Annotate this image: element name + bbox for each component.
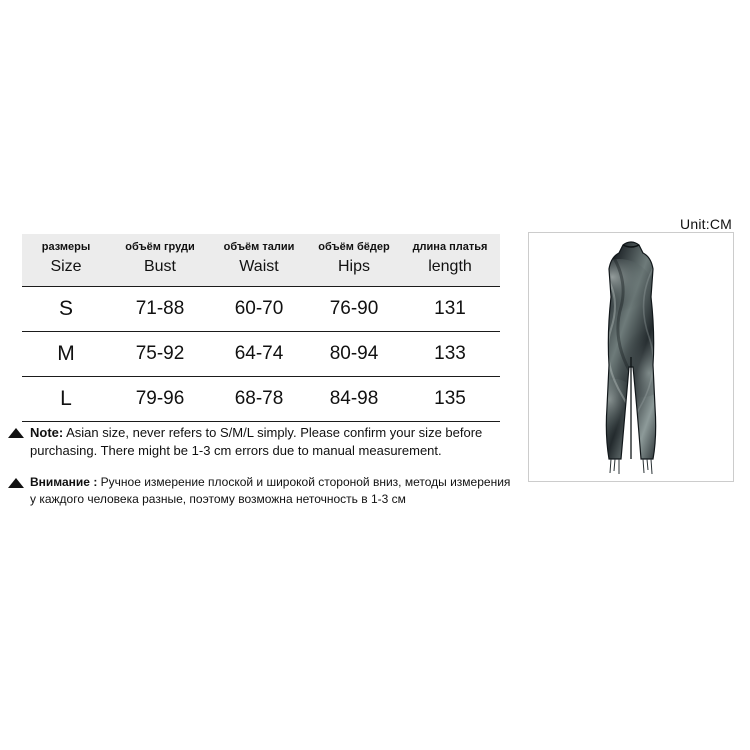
note-english-text [30,424,512,460]
size-chart-table [22,234,500,422]
column-subheader-bust: объём груди [125,241,195,253]
column-subheader-size: размеры [41,241,91,253]
cell-waist: 64-74 [210,332,308,377]
cell-size: L [22,377,110,422]
note-english-lead: Note: [30,425,64,440]
column-header-waist [210,234,308,287]
dress-illustration [529,233,733,481]
cell-size: M [22,332,110,377]
column-subheader-length: длина платья [412,241,488,253]
column-mainheader-waist: Waist [239,258,279,275]
column-subheader-waist: объём талии [223,241,295,253]
triangle-bullet-icon [8,428,24,438]
column-mainheader-length: length [428,258,472,275]
note-english-body: Asian size, never refers to S/M/L simply. Please confirm your size before purchasing. There might be 1-3 cm errors due to manual measurement. [30,425,483,458]
note-russian-text [30,474,512,508]
column-mainheader-size: Size [50,258,82,275]
cell-length: 135 [400,377,500,422]
cell-waist: 68-78 [210,377,308,422]
note-russian [8,474,512,508]
note-russian-lead: Внимание : [30,475,98,489]
cell-hips: 76-90 [308,287,400,332]
cell-bust: 75-92 [110,332,210,377]
cell-bust: 79-96 [110,377,210,422]
dress-image [571,237,691,477]
product-image-panel [528,232,734,482]
cell-waist: 60-70 [210,287,308,332]
notes-section [8,424,512,522]
column-mainheader-bust: Bust [143,258,176,275]
column-subheader-hips: объём бёдер [318,241,390,253]
note-russian-body: Ручное измерение плоской и широкой стороной вниз, методы измерения у каждого человека разные, поэтому возможна неточность в 1-3 см [30,475,511,506]
column-mainheader-hips: Hips [337,258,370,275]
table-row [22,332,500,377]
cell-bust: 71-88 [110,287,210,332]
table-row [22,287,500,332]
cell-length: 133 [400,332,500,377]
cell-hips: 84-98 [308,377,400,422]
column-header-hips [308,234,400,287]
cell-size: S [22,287,110,332]
triangle-bullet-icon [8,478,24,488]
table-header-row [22,234,500,287]
cell-hips: 80-94 [308,332,400,377]
column-header-length [400,234,500,287]
note-english [8,424,512,460]
cell-length: 131 [400,287,500,332]
column-header-size [22,234,110,287]
column-header-bust [110,234,210,287]
unit-label: Unit:CM [680,216,732,232]
table-row [22,377,500,422]
